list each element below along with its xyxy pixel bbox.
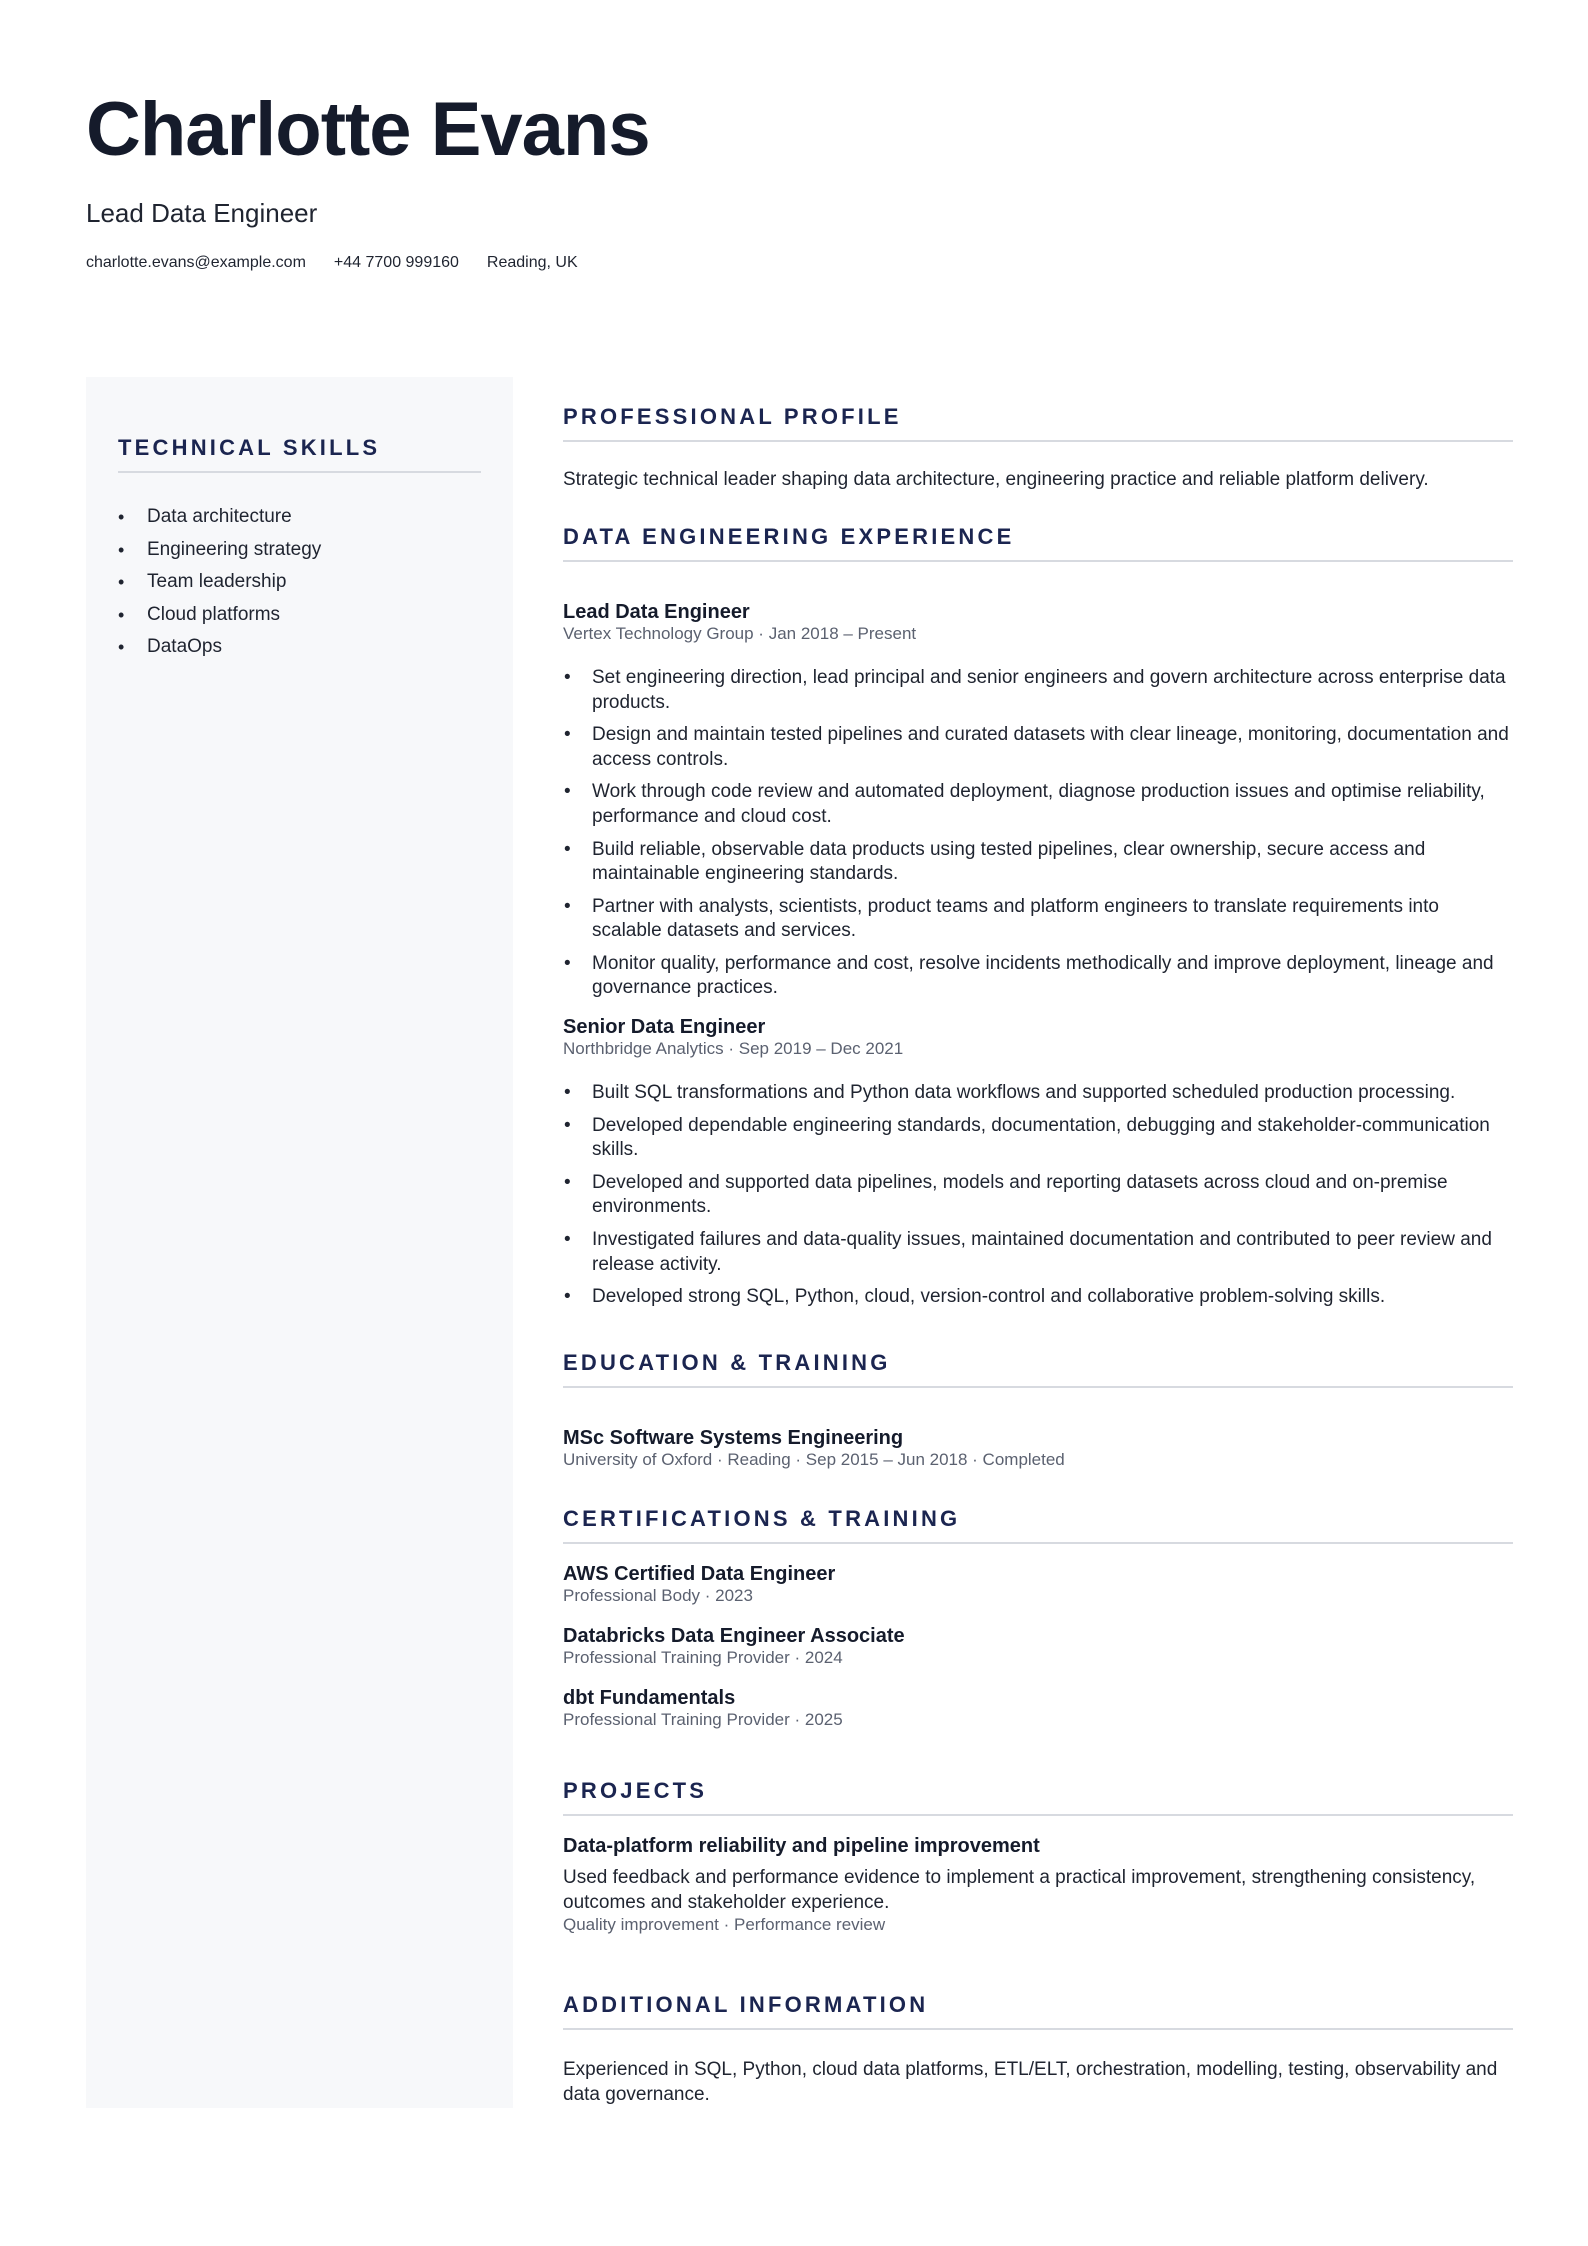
job-entry (563, 600, 1513, 1001)
job-bullet: • Developed dependable engineering standards, documentation, debugging and stakeholder-communication skills. (563, 1114, 1513, 1163)
job-bullet: • Monitor quality, performance and cost, resolve incidents methodically and improve deployment, lineage and governance practices. (563, 952, 1513, 1001)
job-entry (563, 1015, 1513, 1310)
job-bullets (563, 1081, 1513, 1310)
skills-list (118, 501, 481, 664)
contact-line (86, 254, 578, 272)
projects-section (563, 1778, 1513, 1935)
job-bullet: • Investigated failures and data-quality issues, maintained documentation and contributed to peer review and release activity. (563, 1228, 1513, 1277)
cert-meta: Professional Training Provider · 2024 (563, 1648, 843, 1667)
additional-section (563, 1992, 1513, 2107)
cert-entry (563, 1686, 1513, 1730)
candidate-title: Lead Data Engineer (86, 198, 318, 228)
experience-heading: DATA ENGINEERING EXPERIENCE (563, 524, 1513, 562)
education-section (563, 1350, 1513, 1470)
job-meta: Northbridge Analytics · Sep 2019 – Dec 2021 (563, 1038, 904, 1058)
cert-title: AWS Certified Data Engineer (563, 1563, 836, 1585)
candidate-name: Charlotte Evans (86, 87, 650, 172)
education-entry (563, 1426, 1513, 1470)
profile-heading: PROFESSIONAL PROFILE (563, 404, 1513, 442)
cert-meta: Professional Training Provider · 2025 (563, 1710, 843, 1729)
phone-text: +44 7700 999160 (333, 254, 459, 271)
skill-item: • Engineering strategy (118, 534, 481, 567)
job-bullet: • Developed strong SQL, Python, cloud, version-control and collaborative problem-solving skills. (563, 1285, 1513, 1310)
job-bullet: • Build reliable, observable data products using tested pipelines, clear ownership, secure access and maintainable engineering standards. (563, 838, 1513, 887)
additional-text: Experienced in SQL, Python, cloud data platforms, ETL/ELT, orchestration, modelling, testing, observability and data governance. (563, 2059, 1498, 2105)
cert-entry (563, 1562, 1513, 1606)
education-heading: EDUCATION & TRAINING (563, 1350, 1513, 1388)
job-bullet: • Built SQL transformations and Python data workflows and supported scheduled production processing. (563, 1081, 1513, 1106)
job-bullets (563, 666, 1513, 1001)
project-description: Used feedback and performance evidence to implement a practical improvement, strengthening consistency, outcomes and stakeholder experience. (563, 1867, 1476, 1913)
skill-item: • DataOps (118, 631, 481, 664)
job-bullet: • Work through code review and automated deployment, diagnose production issues and optimise reliability, performance and cloud cost. (563, 780, 1513, 829)
experience-section (563, 524, 1513, 1318)
job-bullet: • Set engineering direction, lead principal and senior engineers and govern architecture across enterprise data products. (563, 666, 1513, 715)
additional-heading: ADDITIONAL INFORMATION (563, 1992, 1513, 2030)
skill-item: • Cloud platforms (118, 599, 481, 632)
degree-meta: University of Oxford · Reading · Sep 2015 – Jun 2018 · Completed (563, 1450, 1065, 1469)
job-meta: Vertex Technology Group · Jan 2018 – Present (563, 624, 917, 643)
project-meta: Quality improvement · Performance review (563, 1915, 886, 1934)
skills-heading: TECHNICAL SKILLS (118, 435, 481, 473)
location-text: Reading, UK (486, 254, 578, 271)
cert-entry (563, 1624, 1513, 1668)
job-title: Lead Data Engineer (563, 601, 750, 623)
cert-title: dbt Fundamentals (563, 1687, 736, 1709)
profile-section (563, 404, 1513, 493)
job-title: Senior Data Engineer (563, 1015, 766, 1038)
project-title: Data-platform reliability and pipeline improvement (563, 1835, 1040, 1857)
profile-text: Strategic technical leader shaping data architecture, engineering practice and reliable platform delivery. (563, 469, 1429, 490)
projects-heading: PROJECTS (563, 1778, 1513, 1816)
skill-item: • Data architecture (118, 501, 481, 534)
certifications-heading: CERTIFICATIONS & TRAINING (563, 1506, 1513, 1544)
skill-item: • Team leadership (118, 566, 481, 599)
job-bullet: • Partner with analysts, scientists, product teams and platform engineers to translate requirements into scalable datasets and services. (563, 895, 1513, 944)
job-bullet: • Design and maintain tested pipelines and curated datasets with clear lineage, monitoring, documentation and access controls. (563, 723, 1513, 772)
skills-sidebar (86, 377, 513, 2108)
email-text: charlotte.evans@example.com (86, 254, 306, 271)
cert-title: Databricks Data Engineer Associate (563, 1625, 905, 1647)
job-bullet: • Developed and supported data pipelines, models and reporting datasets across cloud and on-premise environments. (563, 1171, 1513, 1220)
degree-title: MSc Software Systems Engineering (563, 1427, 904, 1449)
certifications-section (563, 1506, 1513, 1730)
cert-meta: Professional Body · 2023 (563, 1586, 753, 1605)
